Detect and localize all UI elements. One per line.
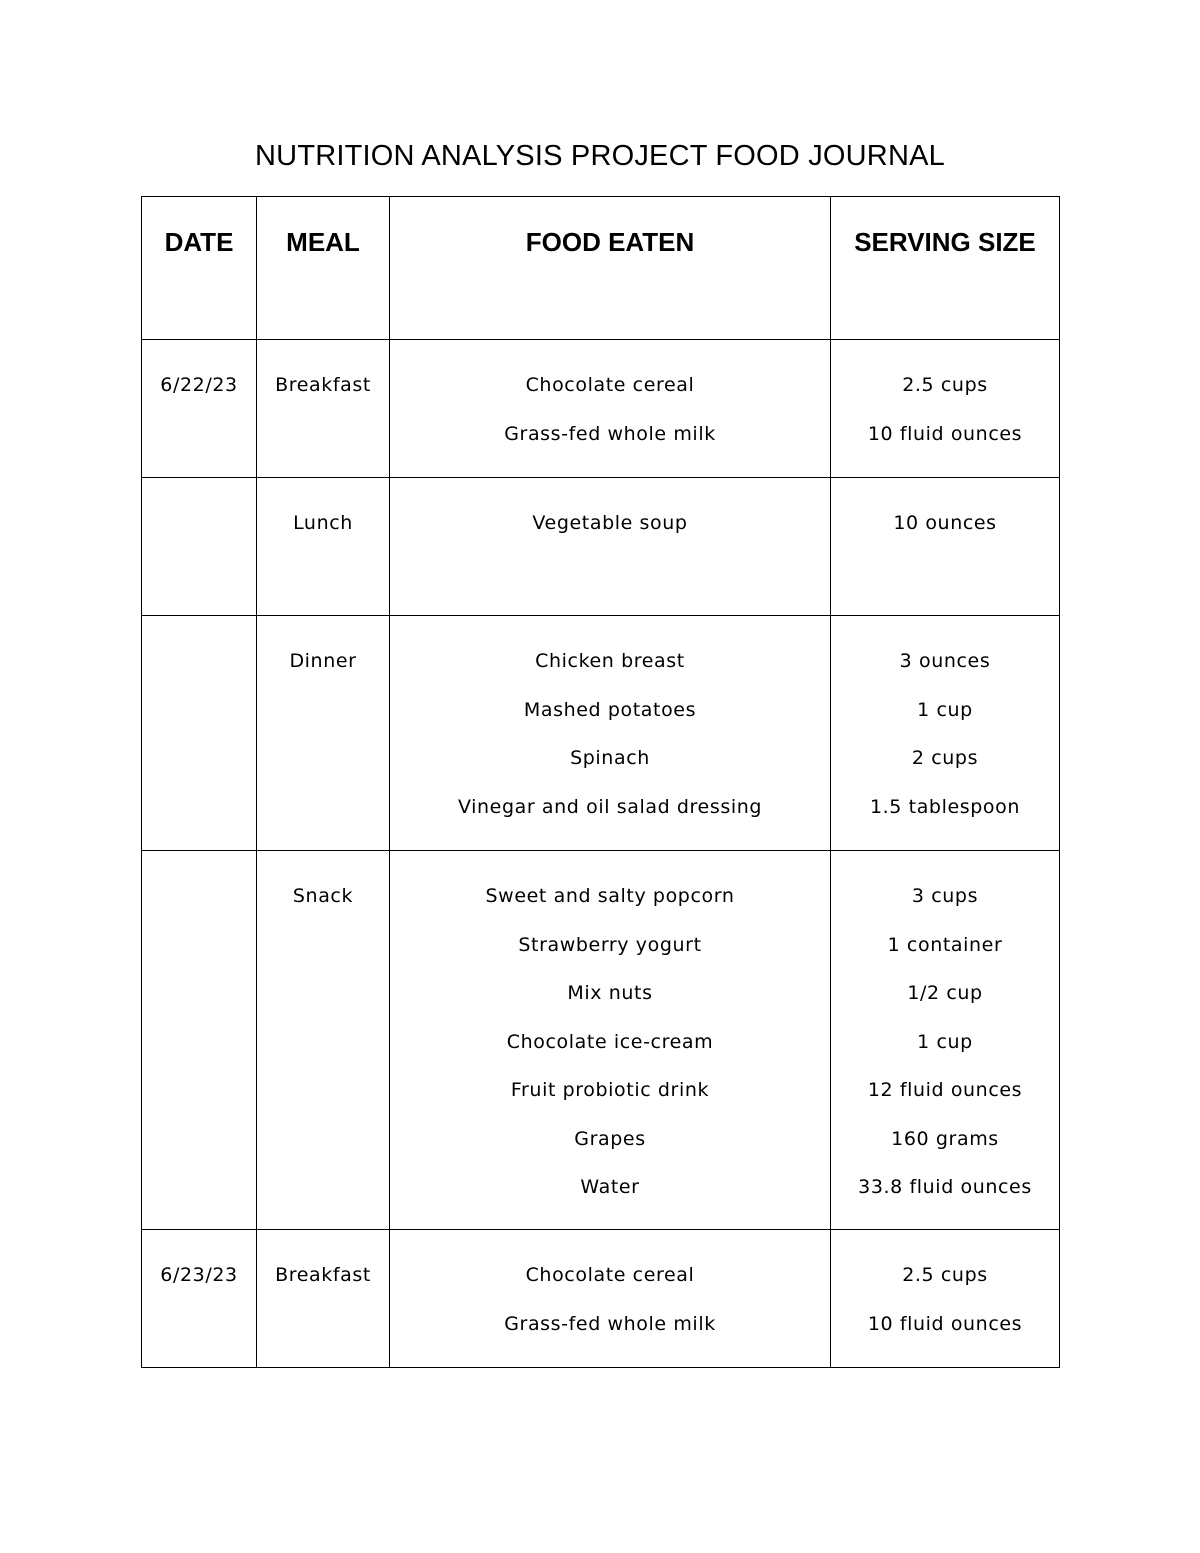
serving-item: 2.5 cups — [902, 374, 988, 396]
food-item: Strawberry yogurt — [518, 933, 702, 956]
food-cell — [390, 851, 831, 1230]
meal-cell — [257, 851, 390, 1230]
serving-item: 10 ounces — [893, 512, 997, 534]
serving-item: 2.5 cups — [902, 1264, 988, 1286]
food-journal-table — [141, 196, 1060, 1368]
date-text: 6/22/23 — [160, 374, 238, 396]
food-item: Water — [580, 1176, 640, 1198]
food-item: Grass-fed whole milk — [504, 1312, 716, 1335]
serving-cell — [831, 851, 1060, 1230]
food-cell — [390, 616, 831, 851]
food-item: Chicken breast — [535, 650, 685, 672]
food-cell — [390, 478, 831, 616]
serving-cell — [831, 616, 1060, 851]
food-item: Grass-fed whole milk — [504, 422, 716, 445]
serving-item: 2 cups — [911, 747, 979, 769]
food-item: Mashed potatoes — [523, 698, 697, 721]
meal-cell — [257, 1230, 390, 1368]
table-row — [142, 340, 1060, 478]
date-cell — [142, 478, 257, 616]
meal-cell — [257, 478, 390, 616]
serving-cell — [831, 1230, 1060, 1368]
serving-item: 3 cups — [911, 885, 979, 907]
table-row — [142, 1230, 1060, 1368]
food-cell — [390, 340, 831, 478]
food-item: Grapes — [574, 1127, 646, 1150]
meal-text: Breakfast — [275, 374, 371, 396]
meal-text: Breakfast — [275, 1264, 371, 1286]
food-item: Chocolate cereal — [525, 1264, 695, 1286]
serving-item: 1.5 tablespoon — [869, 795, 1021, 818]
food-item: Vinegar and oil salad dressing — [457, 795, 763, 818]
header-serving-size: SERVING SIZE — [831, 197, 1060, 340]
header-food-eaten: FOOD EATEN — [390, 197, 831, 340]
serving-item: 1/2 cup — [907, 982, 983, 1004]
meal-cell — [257, 340, 390, 478]
food-item: Sweet and salty popcorn — [485, 885, 735, 907]
meal-cell — [257, 616, 390, 851]
table-row — [142, 478, 1060, 616]
food-item: Spinach — [570, 747, 650, 769]
food-item: Fruit probiotic drink — [510, 1079, 710, 1101]
serving-item: 3 ounces — [899, 650, 991, 672]
date-text: 6/23/23 — [160, 1264, 238, 1286]
date-text — [142, 649, 256, 698]
serving-cell — [831, 340, 1060, 478]
serving-item: 1 container — [887, 933, 1003, 956]
serving-item: 160 grams — [891, 1127, 999, 1150]
table-row — [142, 851, 1060, 1230]
serving-item: 10 fluid ounces — [867, 1312, 1023, 1335]
food-item: Chocolate cereal — [525, 374, 695, 396]
food-cell — [390, 1230, 831, 1368]
header-row — [142, 197, 1060, 340]
date-cell — [142, 1230, 257, 1368]
serving-cell — [831, 478, 1060, 616]
date-cell — [142, 616, 257, 851]
page-title: NUTRITION ANALYSIS PROJECT FOOD JOURNAL — [255, 140, 945, 172]
meal-text: Snack — [292, 885, 354, 907]
header-date: DATE — [142, 197, 257, 340]
food-item: Mix nuts — [567, 982, 653, 1004]
serving-item: 1 cup — [917, 1030, 973, 1053]
food-item: Chocolate ice-cream — [506, 1030, 714, 1053]
serving-item: 33.8 fluid ounces — [858, 1176, 1032, 1198]
table-row — [142, 616, 1060, 851]
date-text — [142, 511, 256, 560]
header-meal: MEAL — [257, 197, 390, 340]
date-cell — [142, 340, 257, 478]
meal-text: Lunch — [293, 512, 353, 534]
date-cell — [142, 851, 257, 1230]
meal-text: Dinner — [289, 650, 357, 672]
serving-item: 1 cup — [917, 698, 973, 721]
serving-item: 12 fluid ounces — [867, 1079, 1023, 1101]
serving-item: 10 fluid ounces — [867, 422, 1023, 445]
food-item: Vegetable soup — [532, 512, 688, 534]
date-text — [142, 884, 256, 933]
